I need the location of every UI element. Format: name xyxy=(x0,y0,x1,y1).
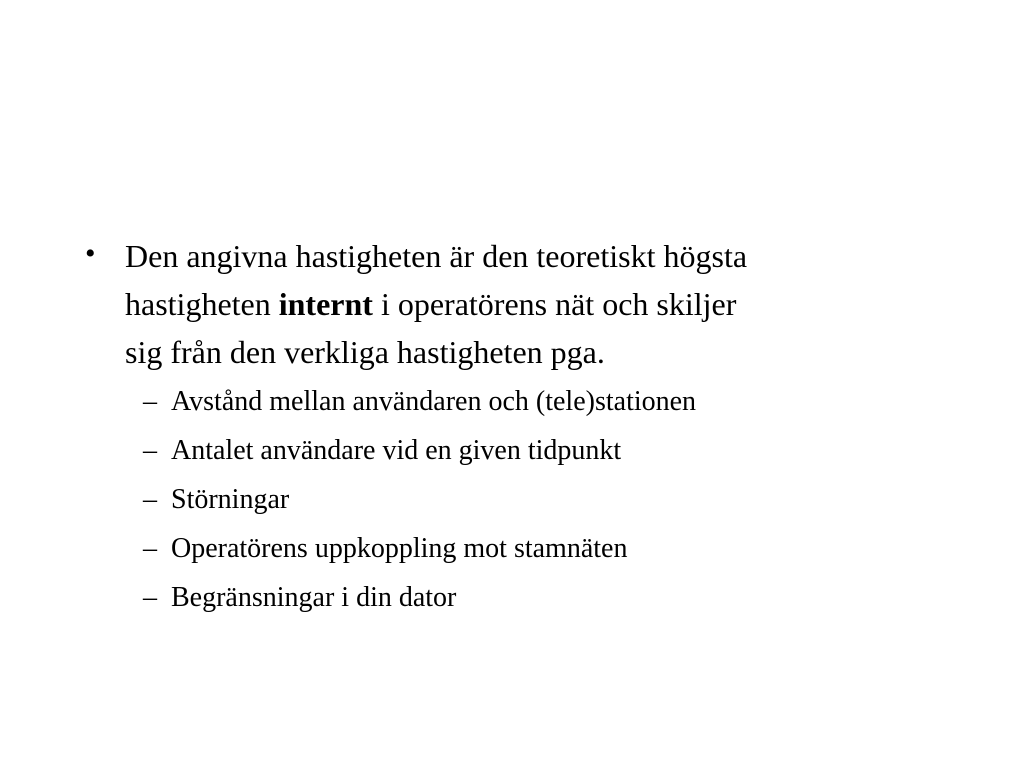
main-bullet-line-2-post: i operatörens nät och skiljer xyxy=(372,286,737,322)
sub-bullet-item xyxy=(143,429,696,478)
main-bullet-line-2-pre: hastigheten xyxy=(125,286,279,322)
sub-bullet-text: Begränsningar i din dator xyxy=(171,582,457,613)
dash-marker: – xyxy=(143,533,157,564)
dash-marker: – xyxy=(143,582,157,613)
sub-bullet-list xyxy=(143,380,696,625)
sub-bullet-item xyxy=(143,478,696,527)
sub-bullet-text: Avstånd mellan användaren och (tele)stationen xyxy=(171,386,697,417)
sub-bullet-text: Operatörens uppkoppling mot stamnäten xyxy=(171,533,628,564)
sub-bullet-text: Störningar xyxy=(171,484,290,515)
sub-bullet-text: Antalet användare vid en given tidpunkt xyxy=(171,435,622,466)
main-bullet xyxy=(85,232,905,376)
dash-marker: – xyxy=(143,484,157,515)
bold-emphasis-internt: internt xyxy=(278,286,373,322)
sub-bullet-item xyxy=(143,527,696,576)
main-bullet-line-2 xyxy=(125,280,905,328)
dash-marker: – xyxy=(143,435,157,466)
sub-bullet-item xyxy=(143,380,696,429)
main-bullet-text xyxy=(125,232,905,376)
bullet-marker: • xyxy=(85,237,96,270)
dash-marker: – xyxy=(143,386,157,417)
sub-bullet-item xyxy=(143,576,696,625)
main-bullet-line-3: sig från den verkliga hastigheten pga. xyxy=(125,334,605,370)
main-bullet-line-1: Den angivna hastigheten är den teoretiskt högsta xyxy=(125,238,748,274)
